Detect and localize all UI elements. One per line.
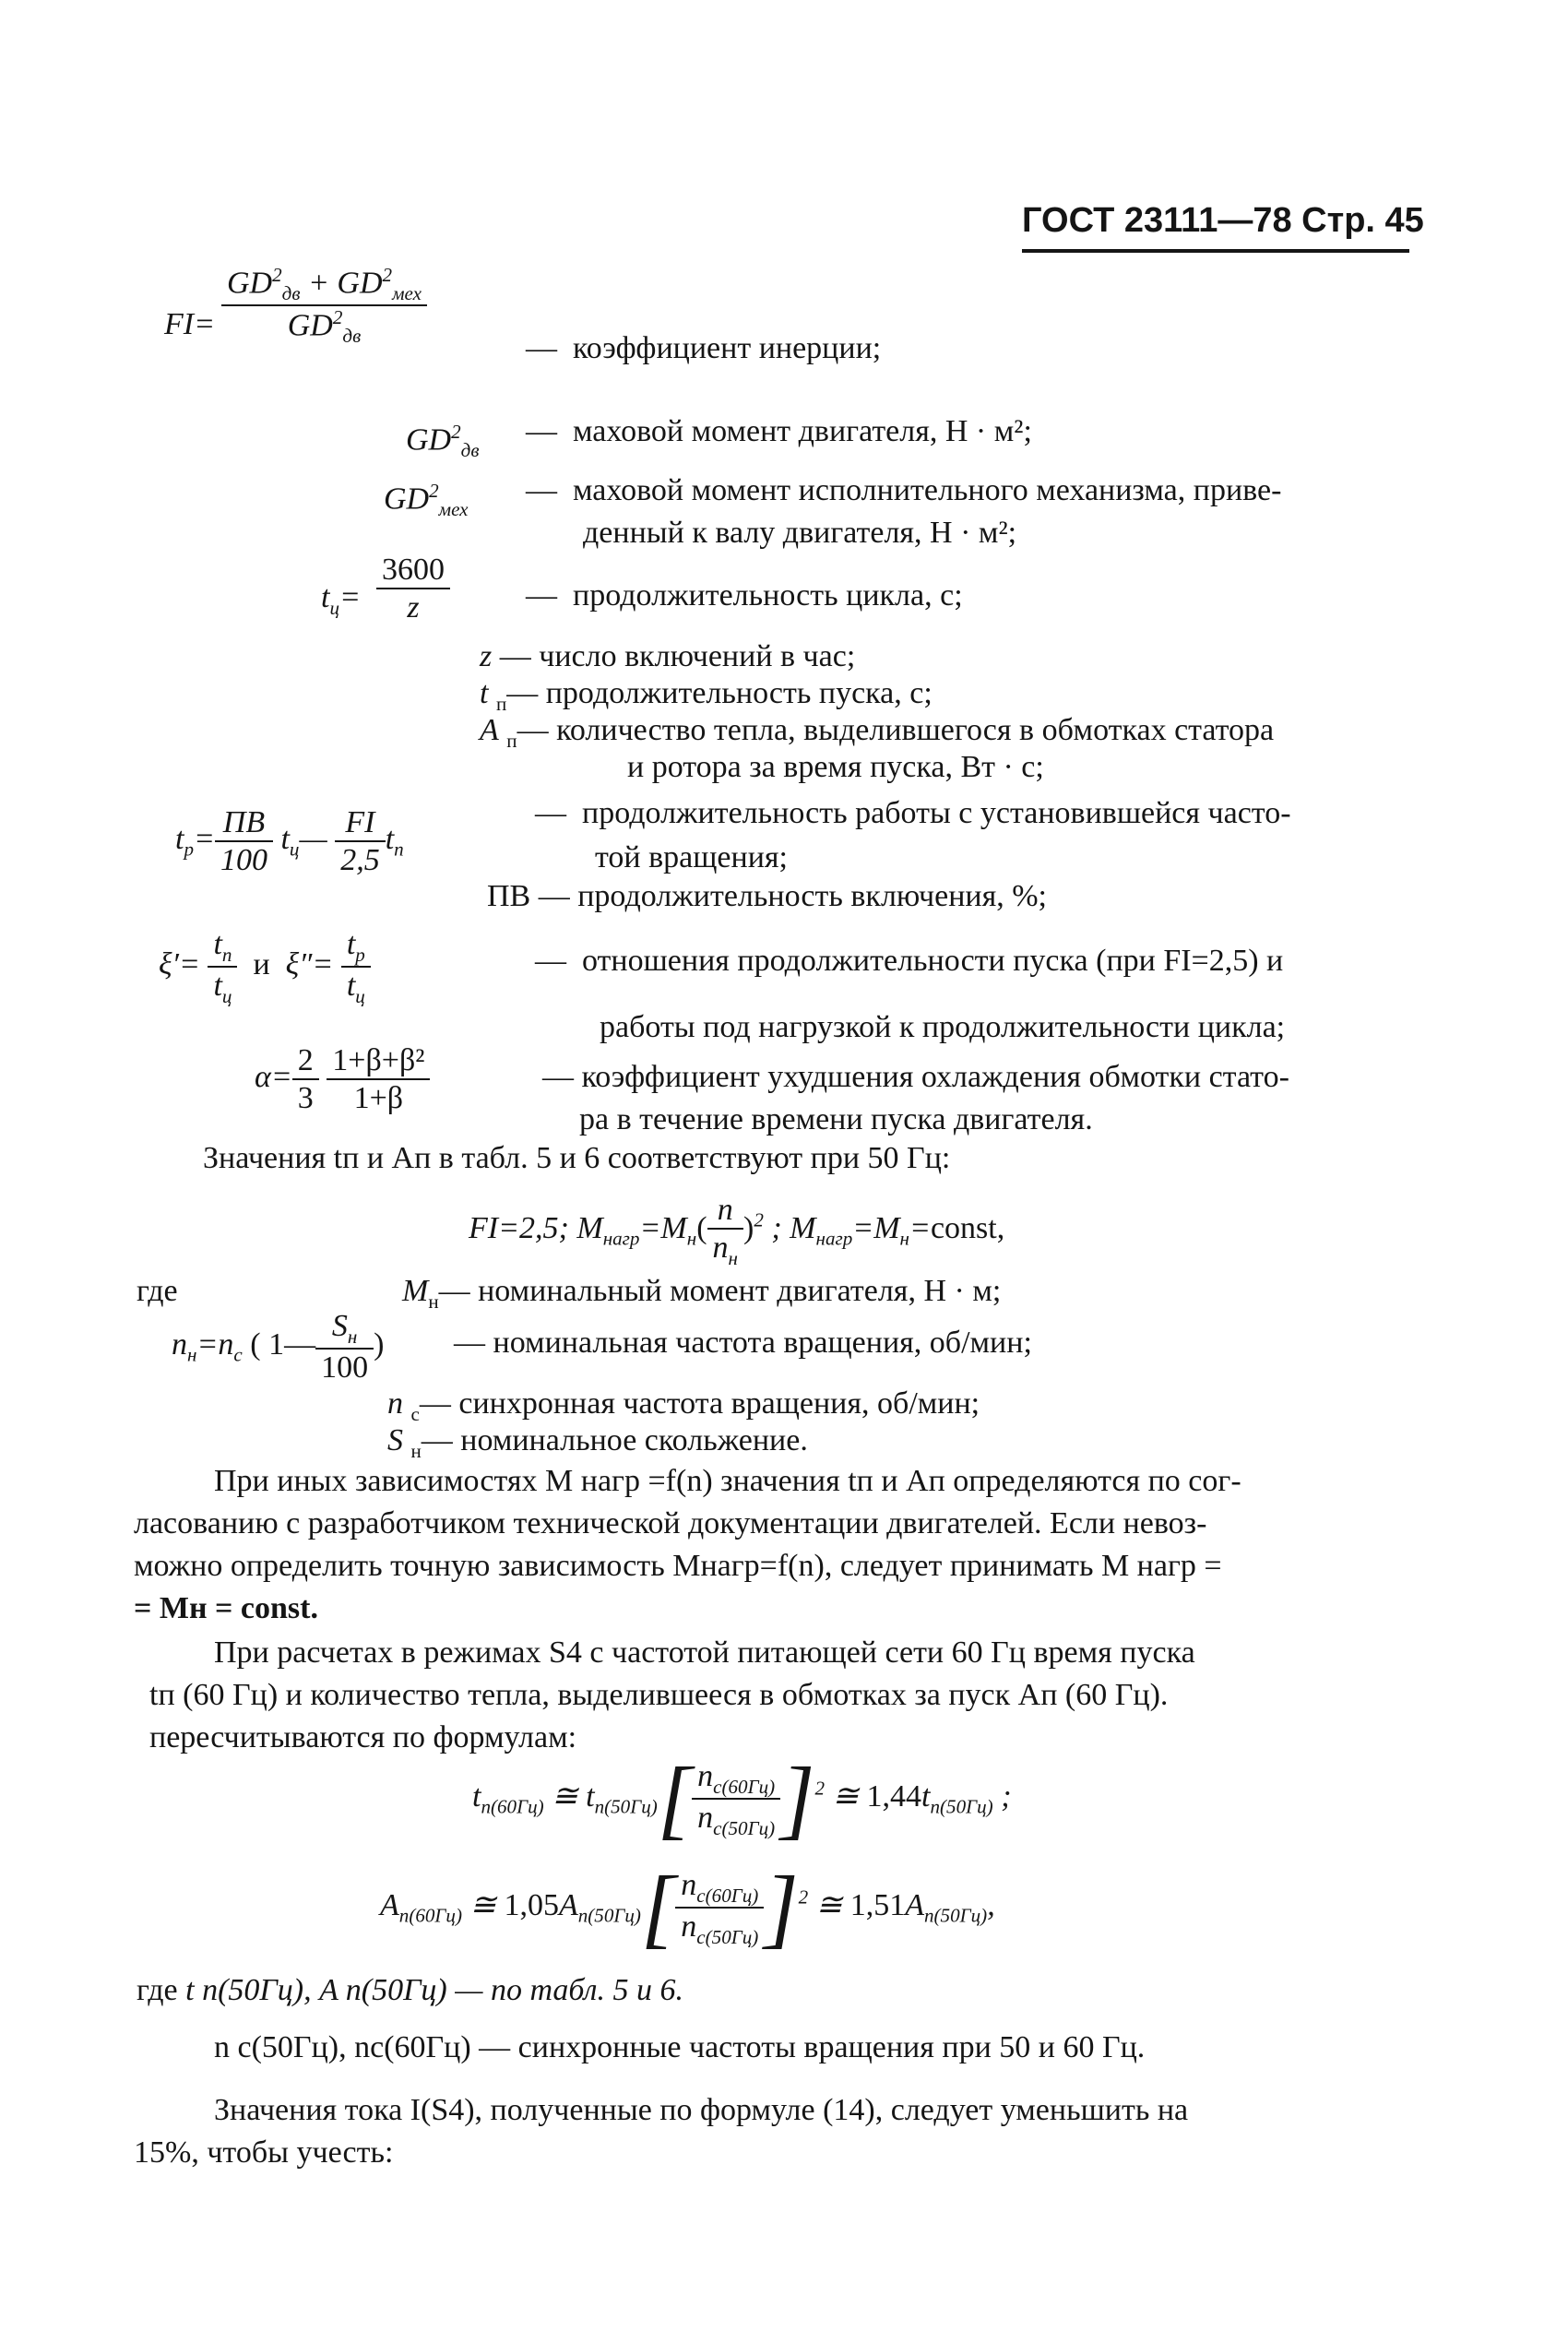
tc-formula: $\frac{3600}{z}$ (376, 552, 450, 625)
para1-line1: При иных зависимостях M нагр =f(n) значения tп и Aп определяются по сог- (214, 1464, 1241, 1498)
formula-t60: $t_{п(60Гц)}$ ≅ $t_{п(50Гц)}$[ $\frac{n_{с(60Гц)}}{n_{с(50Гц)}}$ ]$^2$ ≅ $1,44t_{п(50Гц)}$ ; (472, 1749, 1012, 1848)
pv-def-text: — продолжительность включения, %; (538, 879, 1048, 913)
sn-def-text: — номинальное скольжение. (421, 1423, 808, 1457)
nc-def-text: — синхронная частота вращения, об/мин; (419, 1386, 980, 1421)
xi-formula: ξ′= $\frac{t_п}{t_ц}$ и ξ″= $\frac{t_р}{t_ц}$ (159, 926, 371, 1007)
fi-desc: — коэффициент инерции; (526, 331, 882, 365)
sn-def: S $_н$— номинальное скольжение. (387, 1423, 808, 1462)
nn-desc: — номинальная частота вращения, об/мин; (454, 1326, 1032, 1360)
gd-dv-symbol: $GD^2_{дв}$ (406, 421, 480, 462)
ap-def-text-1: — количество тепла, выделившегося в обмотках статора (517, 713, 1275, 747)
alpha-desc-2: ра в течение времени пуска двигателя. (579, 1102, 1093, 1136)
mn-def: $M_н—$ номинальный момент двигателя, Н · м; (402, 1274, 1002, 1313)
alpha-desc-1: — коэффициент ухудшения охлаждения обмотки стато- (542, 1060, 1289, 1094)
para2-line3: пересчитываются по формулам: (149, 1720, 577, 1754)
para3-line1: Значения тока I(S4), полученные по формуле (14), следует уменьшить на (214, 2093, 1189, 2127)
load-formula: FI=2,5; $M_{нагр}=M_н$( $\frac{n}{n_н}$ )$^2$ ; $M_{нагр}=M_н=const$, (469, 1193, 1005, 1269)
mn-def-text: — номинальный момент двигателя, Н · м; (438, 1274, 1002, 1308)
z-def: z — число включений в час; (480, 639, 856, 673)
tp-start-def: t $_п$— продолжительность пуска, с; (480, 676, 932, 715)
xi-desc-1: — отношения продолжительности пуска (при FI=2,5) и (535, 944, 1284, 978)
gd-mex-desc-text-1: маховой момент исполнительного механизма, приве- (573, 473, 1282, 507)
tc-symbol: $t_ц=$ (321, 580, 361, 619)
z-def-text: — число включений в час; (499, 639, 856, 673)
para1-line3: можно определить точную зависимость Mнагр=f(n), следует принимать M нагр = (134, 1549, 1222, 1583)
tp-start-def-text: — продолжительность пуска, с; (506, 676, 932, 710)
gd-mex-desc-2: денный к валу двигателя, Н · м²; (583, 516, 1017, 550)
gd-mex-desc-1: — маховой момент исполнительного механизма, приве- (526, 473, 1282, 507)
para2-line2: tп (60 Гц) и количество тепла, выделившееся в обмотках за пуск Aп (60 Гц). (149, 1678, 1169, 1712)
where-label: где (137, 1274, 178, 1308)
formula-a60: $A_{п(60Гц)}$ ≅ $1,05A_{п(50Гц)}$[ $\frac{n_{с(60Гц)}}{n_{с(50Гц)}}$ ]$^2$ ≅ $1,51A_{п(50Гц)}$, (380, 1858, 995, 1956)
header-rule (1022, 249, 1409, 253)
ap-def-2: и ротора за время пуска, Вт · с; (627, 750, 1044, 784)
values-intro: Значения tп и Aп в табл. 5 и 6 соответствуют при 50 Гц: (203, 1141, 951, 1175)
tc-desc-text: продолжительность цикла, с; (573, 578, 963, 612)
ap-def-1: A $_п$— количество тепла, выделившегося в обмотках статора (480, 713, 1275, 752)
gd-mex-symbol: $GD^2_{мех}$ (384, 480, 469, 521)
para1-line2: ласованию с разработчиком технической документации двигателей. Если невоз- (134, 1506, 1207, 1540)
fi-symbol: FI= (164, 307, 216, 341)
fi-formula: $\frac{GD^2_{дв} + GD^2_{мех}}{GD^2_{дв}}$ (221, 264, 427, 348)
page-header: ГОСТ 23111—78 Стр. 45 (1022, 201, 1424, 240)
fi-desc-text: коэффициент инерции; (573, 331, 882, 365)
tp-desc-text-1: продолжительность работы с установившейся часто- (582, 796, 1291, 830)
where2-text: t п(50Гц), A п(50Гц) — по табл. 5 и 6. (185, 1973, 684, 2007)
tp-desc-2: той вращения; (595, 840, 788, 874)
tc-desc: — продолжительность цикла, с; (526, 578, 963, 612)
para3-line2: 15%, чтобы учесть: (134, 2135, 394, 2170)
where2-label: где (137, 1973, 178, 2007)
xi-desc-2: работы под нагрузкой к продолжительности цикла; (600, 1010, 1286, 1044)
nn-formula: $n_н=n_с$ ( 1— $\frac{S_н}{100}$ ) (172, 1309, 385, 1386)
xi-desc-text-1: отношения продолжительности пуска (при FI=2,5) и (582, 944, 1284, 978)
where2 (137, 1970, 683, 2011)
tp-formula: $t_р=$ $\frac{ПВ}{100}$ $t_ц—$ $\frac{FI}{2,5}$ $t_п$ (175, 805, 404, 878)
pv-symbol: ПВ (487, 879, 531, 913)
para1-line4: = Mн = const. (134, 1591, 318, 1625)
nc-def: n $_с$— синхронная частота вращения, об/мин; (387, 1386, 980, 1425)
gd-dv-desc: — маховой момент двигателя, Н · м²; (526, 414, 1032, 448)
nc-sync: n с(50Гц), nс(60Гц) — синхронные частоты вращения при 50 и 60 Гц. (214, 2030, 1146, 2064)
pv-def (487, 876, 1047, 917)
gd-dv-desc-text: маховой момент двигателя, Н · м²; (573, 414, 1032, 448)
alpha-formula: α= $\frac{2}{3}$ $\frac{\text{1+β+β²}}{1+\beta}$ (255, 1042, 430, 1116)
tp-desc-1: — продолжительность работы с установившейся часто- (535, 796, 1291, 830)
para2-line1: При расчетах в режимах S4 с частотой питающей сети 60 Гц время пуска (214, 1635, 1195, 1670)
